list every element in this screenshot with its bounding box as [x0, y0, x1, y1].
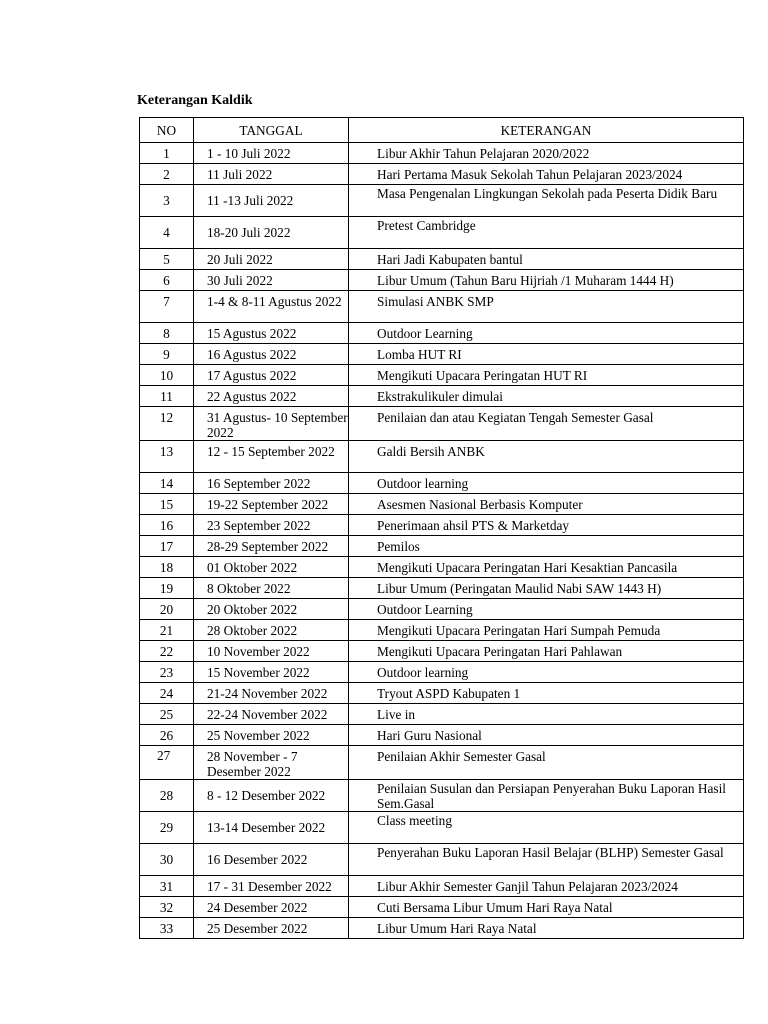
cell-no: 18 — [140, 557, 194, 578]
table-row — [140, 641, 744, 662]
table-row — [140, 746, 744, 780]
cell-no: 28 — [140, 780, 194, 812]
table-row — [140, 515, 744, 536]
cell-tanggal: 25 November 2022 — [194, 725, 349, 746]
cell-no: 8 — [140, 323, 194, 344]
cell-no: 26 — [140, 725, 194, 746]
cell-keterangan: Lomba HUT RI — [349, 344, 744, 365]
cell-tanggal: 10 November 2022 — [194, 641, 349, 662]
table-row — [140, 494, 744, 515]
cell-keterangan: Outdoor Learning — [349, 323, 744, 344]
cell-no: 29 — [140, 812, 194, 844]
cell-keterangan: Hari Pertama Masuk Sekolah Tahun Pelajaran 2023/2024 — [349, 164, 744, 185]
cell-tanggal: 24 Desember 2022 — [194, 897, 349, 918]
cell-no: 20 — [140, 599, 194, 620]
cell-no: 6 — [140, 270, 194, 291]
table-row — [140, 557, 744, 578]
table-row — [140, 536, 744, 557]
cell-no: 15 — [140, 494, 194, 515]
cell-keterangan: Asesmen Nasional Berbasis Komputer — [349, 494, 744, 515]
table-row — [140, 143, 744, 164]
cell-no: 2 — [140, 164, 194, 185]
cell-keterangan: Galdi Bersih ANBK — [349, 441, 744, 473]
cell-no: 19 — [140, 578, 194, 599]
table-row — [140, 620, 744, 641]
cell-tanggal: 19-22 September 2022 — [194, 494, 349, 515]
cell-no: 9 — [140, 344, 194, 365]
cell-no: 7 — [140, 291, 194, 323]
cell-keterangan: Penilaian dan atau Kegiatan Tengah Semester Gasal — [349, 407, 744, 441]
cell-no: 17 — [140, 536, 194, 557]
cell-tanggal: 28 November - 7 Desember 2022 — [194, 746, 349, 780]
table-row — [140, 683, 744, 704]
cell-tanggal: 12 - 15 September 2022 — [194, 441, 349, 473]
cell-keterangan: Live in — [349, 704, 744, 725]
cell-keterangan: Penilaian Susulan dan Persiapan Penyerahan Buku Laporan Hasil Sem.Gasal — [349, 780, 744, 812]
cell-no: 4 — [140, 217, 194, 249]
cell-keterangan: Hari Guru Nasional — [349, 725, 744, 746]
cell-tanggal: 23 September 2022 — [194, 515, 349, 536]
cell-tanggal: 8 Oktober 2022 — [194, 578, 349, 599]
table-row — [140, 725, 744, 746]
cell-tanggal: 18-20 Juli 2022 — [194, 217, 349, 249]
cell-tanggal: 15 Agustus 2022 — [194, 323, 349, 344]
cell-tanggal: 13-14 Desember 2022 — [194, 812, 349, 844]
table-row — [140, 365, 744, 386]
cell-no: 22 — [140, 641, 194, 662]
table-row — [140, 918, 744, 939]
cell-keterangan: Libur Akhir Semester Ganjil Tahun Pelajaran 2023/2024 — [349, 876, 744, 897]
cell-tanggal: 11 Juli 2022 — [194, 164, 349, 185]
cell-tanggal: 8 - 12 Desember 2022 — [194, 780, 349, 812]
cell-no: 33 — [140, 918, 194, 939]
table-row — [140, 185, 744, 217]
cell-no: 24 — [140, 683, 194, 704]
table-row — [140, 599, 744, 620]
table-row — [140, 291, 744, 323]
cell-tanggal: 31 Agustus- 10 September 2022 — [194, 407, 349, 441]
cell-keterangan: Penerimaan ahsil PTS & Marketday — [349, 515, 744, 536]
cell-no: 13 — [140, 441, 194, 473]
cell-tanggal: 21-24 November 2022 — [194, 683, 349, 704]
cell-keterangan: Masa Pengenalan Lingkungan Sekolah pada Peserta Didik Baru — [349, 185, 744, 217]
cell-tanggal: 28-29 September 2022 — [194, 536, 349, 557]
table-row — [140, 164, 744, 185]
cell-no: 27 — [140, 746, 194, 780]
cell-tanggal: 30 Juli 2022 — [194, 270, 349, 291]
cell-no: 11 — [140, 386, 194, 407]
table-row — [140, 780, 744, 812]
cell-no: 21 — [140, 620, 194, 641]
table-row — [140, 249, 744, 270]
table-row — [140, 217, 744, 249]
cell-tanggal: 01 Oktober 2022 — [194, 557, 349, 578]
cell-tanggal: 11 -13 Juli 2022 — [194, 185, 349, 217]
table-row — [140, 662, 744, 683]
cell-keterangan: Tryout ASPD Kabupaten 1 — [349, 683, 744, 704]
cell-tanggal: 1-4 & 8-11 Agustus 2022 — [194, 291, 349, 323]
cell-keterangan: Mengikuti Upacara Peringatan Hari Sumpah Pemuda — [349, 620, 744, 641]
cell-tanggal: 16 Agustus 2022 — [194, 344, 349, 365]
cell-keterangan: Mengikuti Upacara Peringatan Hari Pahlawan — [349, 641, 744, 662]
cell-keterangan: Mengikuti Upacara Peringatan HUT RI — [349, 365, 744, 386]
cell-tanggal: 20 Juli 2022 — [194, 249, 349, 270]
cell-tanggal: 16 Desember 2022 — [194, 844, 349, 876]
cell-keterangan: Outdoor Learning — [349, 599, 744, 620]
cell-no: 12 — [140, 407, 194, 441]
cell-keterangan: Outdoor learning — [349, 473, 744, 494]
table-row — [140, 441, 744, 473]
cell-no: 3 — [140, 185, 194, 217]
cell-tanggal: 25 Desember 2022 — [194, 918, 349, 939]
cell-no: 10 — [140, 365, 194, 386]
table-body — [140, 143, 744, 939]
cell-no: 30 — [140, 844, 194, 876]
cell-keterangan: Libur Akhir Tahun Pelajaran 2020/2022 — [349, 143, 744, 164]
table-row — [140, 704, 744, 725]
cell-keterangan: Cuti Bersama Libur Umum Hari Raya Natal — [349, 897, 744, 918]
cell-keterangan: Penilaian Akhir Semester Gasal — [349, 746, 744, 780]
cell-keterangan: Pretest Cambridge — [349, 217, 744, 249]
header-tanggal: TANGGAL — [194, 118, 349, 143]
cell-keterangan: Mengikuti Upacara Peringatan Hari Kesaktian Pancasila — [349, 557, 744, 578]
cell-keterangan: Hari Jadi Kabupaten bantul — [349, 249, 744, 270]
table-row — [140, 270, 744, 291]
table-row — [140, 578, 744, 599]
cell-keterangan: Penyerahan Buku Laporan Hasil Belajar (BLHP) Semester Gasal — [349, 844, 744, 876]
cell-tanggal: 22-24 November 2022 — [194, 704, 349, 725]
table-row — [140, 344, 744, 365]
cell-keterangan: Class meeting — [349, 812, 744, 844]
header-keterangan: KETERANGAN — [349, 118, 744, 143]
cell-no: 32 — [140, 897, 194, 918]
cell-tanggal: 17 Agustus 2022 — [194, 365, 349, 386]
cell-tanggal: 1 - 10 Juli 2022 — [194, 143, 349, 164]
cell-no: 23 — [140, 662, 194, 683]
table-row — [140, 844, 744, 876]
cell-keterangan: Ekstrakulikuler dimulai — [349, 386, 744, 407]
cell-tanggal: 16 September 2022 — [194, 473, 349, 494]
table-header-row — [140, 118, 744, 143]
table-row — [140, 473, 744, 494]
cell-tanggal: 28 Oktober 2022 — [194, 620, 349, 641]
table-row — [140, 812, 744, 844]
cell-tanggal: 17 - 31 Desember 2022 — [194, 876, 349, 897]
cell-tanggal: 20 Oktober 2022 — [194, 599, 349, 620]
cell-keterangan: Outdoor learning — [349, 662, 744, 683]
cell-no: 5 — [140, 249, 194, 270]
cell-no: 16 — [140, 515, 194, 536]
header-no: NO — [140, 118, 194, 143]
cell-no: 1 — [140, 143, 194, 164]
cell-no: 14 — [140, 473, 194, 494]
page-title: Keterangan Kaldik — [137, 93, 253, 108]
table-row — [140, 897, 744, 918]
cell-keterangan: Libur Umum Hari Raya Natal — [349, 918, 744, 939]
cell-no: 31 — [140, 876, 194, 897]
table-row — [140, 386, 744, 407]
cell-tanggal: 22 Agustus 2022 — [194, 386, 349, 407]
cell-keterangan: Pemilos — [349, 536, 744, 557]
kaldik-table — [139, 117, 744, 939]
cell-keterangan: Libur Umum (Peringatan Maulid Nabi SAW 1443 H) — [349, 578, 744, 599]
table-row — [140, 407, 744, 441]
cell-keterangan: Libur Umum (Tahun Baru Hijriah /1 Muharam 1444 H) — [349, 270, 744, 291]
table-row — [140, 323, 744, 344]
cell-tanggal: 15 November 2022 — [194, 662, 349, 683]
cell-no: 25 — [140, 704, 194, 725]
table-row — [140, 876, 744, 897]
cell-keterangan: Simulasi ANBK SMP — [349, 291, 744, 323]
